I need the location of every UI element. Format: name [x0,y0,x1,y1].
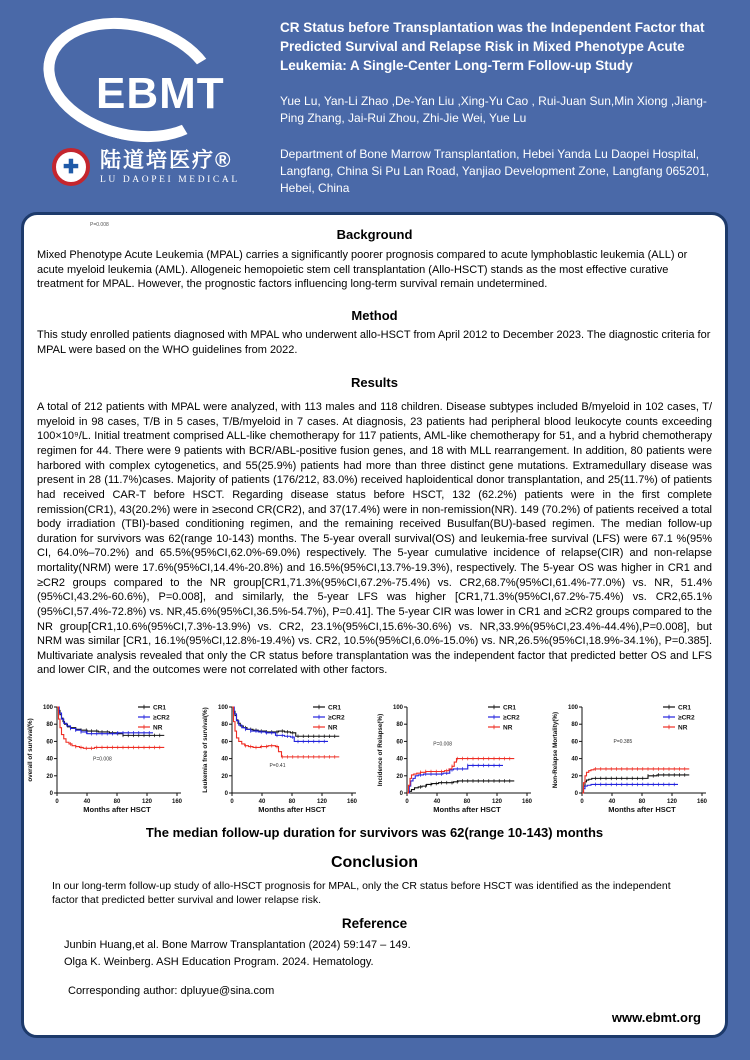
method-paragraph: This study enrolled patients diagnosed with MPAL who underwent allo-HSCT from April 2012 to December 2023. The diagnostic criteria for MPAL were based on the WHO guidelines from 2022. [37,328,711,356]
svg-text:0: 0 [399,791,403,798]
svg-text:P=0.385: P=0.385 [613,739,632,746]
svg-text:100: 100 [567,705,578,712]
corresponding-author: Corresponding author: dpluyue@sina.com [68,984,275,997]
svg-text:60: 60 [570,739,578,746]
svg-text:0: 0 [49,791,53,798]
background-heading: Background [336,227,413,242]
svg-text:NR: NR [502,724,512,732]
svg-text:80: 80 [45,722,53,729]
svg-text:20: 20 [570,773,578,780]
svg-text:overall of survival(%): overall of survival(%) [26,718,34,782]
svg-text:40: 40 [258,799,265,806]
poster-title: CR Status before Transplantation was the Independent Factor that Predicted Survival and Relapse Risk in Mixed Phenotype Acute Leukemia: A Single-Center Long-Term Follow-up Study [280,20,705,74]
svg-text:80: 80 [113,799,120,806]
svg-text:P=0.41: P=0.41 [269,763,285,770]
svg-text:Incidence of Relapse(%): Incidence of Relapse(%) [376,713,384,787]
svg-text:100: 100 [42,705,53,712]
svg-text:0: 0 [404,799,409,806]
svg-text:CR1: CR1 [502,704,516,712]
km-charts-row [24,697,725,825]
svg-text:≥CR2: ≥CR2 [502,714,520,722]
reference-item: Junbin Huang,et al. Bone Marrow Transplantation (2024) 59:147 – 149. [64,938,411,951]
svg-text:P=0.008: P=0.008 [432,741,452,748]
figure-caption: The median follow-up duration for survivors was 62(range 10-143) months [145,825,604,841]
svg-text:P=0.008: P=0.008 [92,756,112,763]
svg-text:80: 80 [570,722,578,729]
svg-text:120: 120 [666,799,677,806]
svg-text:≥CR2: ≥CR2 [152,714,170,722]
stray-pvalue-note: P=0.008 [90,222,109,228]
svg-text:120: 120 [141,799,152,806]
svg-text:CR1: CR1 [327,704,341,712]
overall-survival-chart [25,697,200,825]
svg-text:NR: NR [152,724,162,732]
medical-cross-icon: ✚ [63,156,79,178]
svg-text:100: 100 [217,705,228,712]
svg-text:Months after HSCT: Months after HSCT [607,805,676,815]
svg-text:60: 60 [395,739,403,746]
lu-daopei-logo [52,148,240,186]
ebmt-website-url: www.ebmt.org [611,1010,701,1025]
svg-text:Leukemia free of survival(%): Leukemia free of survival(%) [201,707,209,793]
svg-text:160: 160 [346,799,357,806]
svg-text:80: 80 [395,722,403,729]
svg-text:120: 120 [316,799,327,806]
lu-daopei-chinese-name: 陆道培医疗® [100,148,233,172]
svg-text:20: 20 [220,773,228,780]
conclusion-paragraph: In our long-term follow-up study of allo-HSCT prognosis for MPAL, only the CR status before HSCT was identified as the independent factor that predicted better survival and lower relapse risk. [52,880,671,906]
svg-text:80: 80 [638,799,645,806]
svg-text:CR1: CR1 [152,704,166,712]
svg-text:60: 60 [220,739,228,746]
svg-text:80: 80 [220,722,228,729]
svg-text:Months after HSCT: Months after HSCT [257,805,326,815]
method-heading: Method [351,307,398,323]
ebmt-logo [38,14,248,134]
svg-text:0: 0 [579,799,584,806]
lu-daopei-badge-icon [52,148,90,186]
svg-text:Months after HSCT: Months after HSCT [82,805,151,815]
conclusion-heading: Conclusion [330,854,419,872]
svg-text:Months after HSCT: Months after HSCT [432,805,501,815]
svg-text:40: 40 [83,799,90,806]
results-paragraph: A total of 212 patients with MPAL were analyzed, with 113 males and 118 children. Disease subtypes included B/myeloid in 102 cases, T/ myeloid in 98 cases, T/B in 5 cases, T/B/myeloid in 7 cases. At diagnosis, 23 patients had peripheral blood leukocyte counts exceeding 100×10⁹/L. Initial treatment comprised ALL-like chemotherapy for 117 patients, AML-like chemotherapy for 51, and a hybrid chemotherapy regimen for 44. There were 9 patients with BCR/ABL-positive fusion genes, and 18 with MLL rearrangement. In addition, 80 patients were harbored with complex cytogenetics, and 55(25.9%) patients had more than three distinct gene mutations. Extramedullary disease was present in 28 (11.7%)cases. Majority of patients (176/212, 83.0%) received haploidentical donor transplantation, and 25(11.7%) of patients had received CAR-T before HSCT. Regarding disease status before HSCT, 132 (62.2%) patients were in the first complete remission(CR1), 43(20.2%) were in ≥second CR(CR2), and 37(17.4%) were in non-remission(NR). 149 (70.2%) of patients received a total body irradiation (TBI)-based conditioning regimen, and the remaining received Busulfan(BU)-based regimen. The median follow-up duration for survivors was 62(range 10-143) months. The 5-year overall survival(OS) and leukemia-free survival (LFS) were 67.1 %(95% CI, 64.0%–70.2%) and 65.5%(95%CI,62.0%-69.0%) respectively. The 5-year cumulative incidence of relapse(CIR) and non-relapse mortality(NRM) were 17.6%(95%CI,14.4%-20.8%) and 16.5%(95%CI,13.7%-19.3%), respectively. The 5-year OS was higher in CR1 and ≥CR2 groups compared to the NR group[CR1,71.3%(95%CI,67.2%-75.4%) vs. CR2,68.7%(95%CI,61.4%-77.0%) vs. NR, 51.4%(95%CI,43.2%-60.6%), P=0.008], and similarly, the 5-year LFS was higher [CR1,71.3%(95%CI,67.2%-75.4%) vs. CR2,65.1%(95%CI,57.4%-72.8%) vs. NR,45.6%(95%CI,36.5%-54.7%), P=0.41]. The 5-year CIR was lower in CR1 and ≥CR2 groups compared to the NR group[CR1,10.6%(95%CI,7.3%-13.9%) vs. CR2, 23.1%(95%CI,15.6%-30.6%) vs. NR,33.9%(95%CI,23.4%-44.4%),P=0.008], but NRM was similar [CR1, 16.1%(95%CI,12.8%-19.4%) vs. CR2, 10.5%(95%CI,6.0%-15.0%) vs. NR,26.5%(95%CI,18.9%-34.1%), P=0.385]. Multivariate analysis revealed that only the CR status before transplantation was the independent factor that predicted better OS and LFS and lower CIR, and the outcomes were not correlated with other factors. [37,401,712,677]
lu-daopei-english-name: LU DAOPEI MEDICAL [100,175,240,186]
reference-heading: Reference [341,915,408,931]
background-paragraph: Mixed Phenotype Acute Leukemia (MPAL) carries a significantly poorer prognosis compared to acute lymphoblastic leukemia (ALL) or acute myeloid leukemia (AML). Allogeneic hemopoietic stem cell transplantation (Allo-HSCT) stands as the most effective curative treatment for MPAL. However, the prognostic factors influencing long-term survival remain undetermined. [37,249,688,291]
svg-text:40: 40 [433,799,440,806]
svg-text:0: 0 [229,799,234,806]
svg-text:40: 40 [395,756,403,763]
svg-text:160: 160 [521,799,532,806]
ebmt-logo-text: EBMT [96,69,225,118]
svg-text:0: 0 [574,791,578,798]
svg-text:60: 60 [45,739,53,746]
author-list: Yue Lu, Yan-Li Zhao ,De-Yan Liu ,Xing-Yu Cao , Rui-Juan Sun,Min Xiong ,Jiang-Ping Zhang, Jai-Rui Zhou, Zhi-Jie Wei, Yue Lu [280,94,707,126]
svg-text:120: 120 [491,799,502,806]
results-heading: Results [351,375,398,391]
svg-text:≥CR2: ≥CR2 [677,714,695,722]
content-card [21,212,728,1038]
header-banner [0,0,750,212]
svg-text:NR: NR [327,724,337,732]
svg-text:100: 100 [392,705,403,712]
svg-text:40: 40 [220,756,228,763]
svg-text:40: 40 [45,756,53,763]
svg-text:0: 0 [54,799,59,806]
svg-text:20: 20 [395,773,403,780]
svg-text:≥CR2: ≥CR2 [327,714,345,722]
svg-text:0: 0 [224,791,228,798]
svg-text:Non-Relapse Mortality(%): Non-Relapse Mortality(%) [551,711,559,789]
svg-text:160: 160 [696,799,707,806]
svg-text:80: 80 [288,799,295,806]
svg-text:CR1: CR1 [677,704,691,712]
leukemia-free-survival-chart [200,697,375,825]
svg-text:40: 40 [608,799,615,806]
svg-text:NR: NR [677,724,687,732]
svg-text:160: 160 [171,799,182,806]
lu-daopei-logo-text [100,149,240,185]
affiliation: Department of Bone Marrow Transplantation, Hebei Yanda Lu Daopei Hospital, Langfang, China Si Pu Lan Road, Yanjiao Development Zone, Langfang 065201, Hebei, China [280,147,710,195]
relapse-incidence-chart [375,697,550,825]
reference-item: Olga K. Weinberg. ASH Education Program. 2024. Hematology. [64,955,374,968]
svg-text:40: 40 [570,756,578,763]
header-text-block [280,18,728,196]
svg-text:20: 20 [45,773,53,780]
non-relapse-mortality-chart [550,697,725,825]
svg-text:80: 80 [463,799,470,806]
